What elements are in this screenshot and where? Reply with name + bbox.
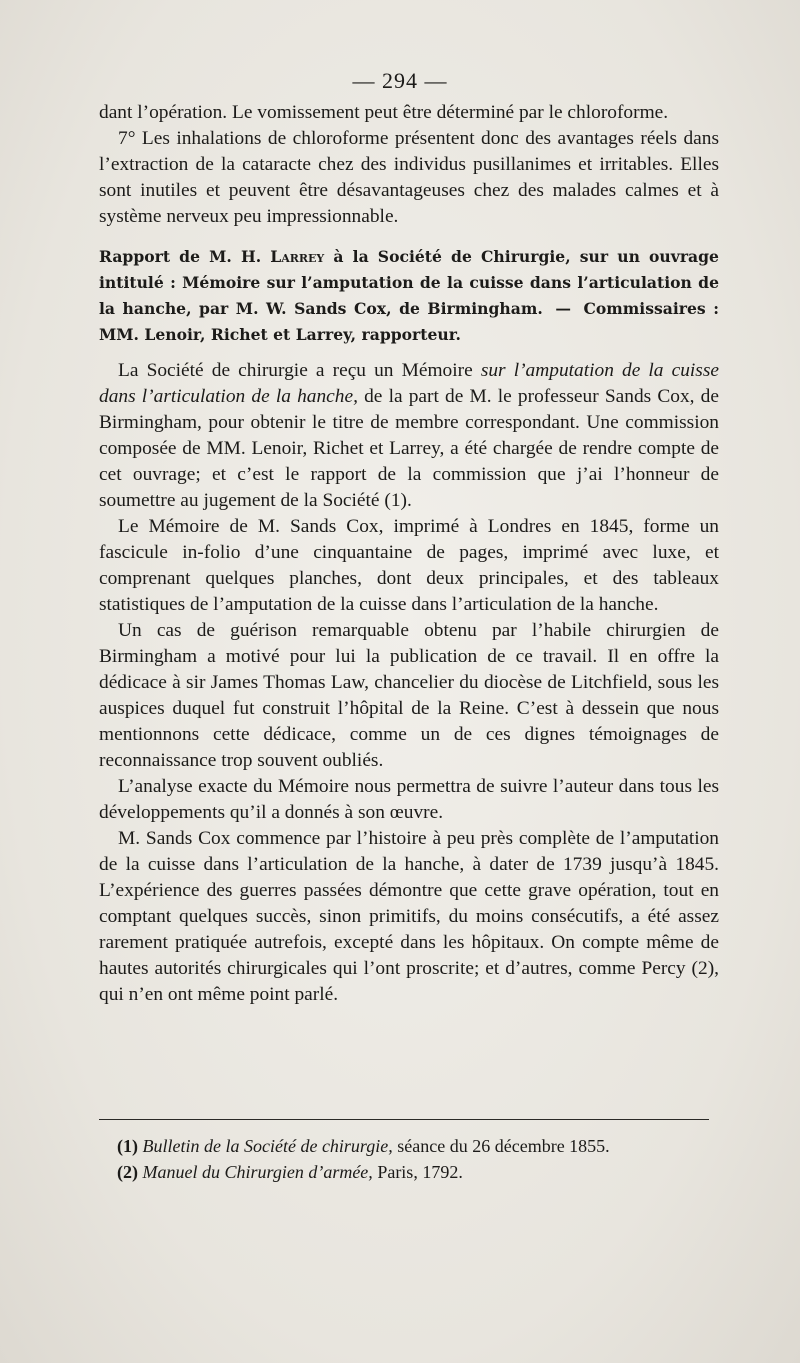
footnote-source: Manuel du Chirurgien d’armée, [142,1162,373,1182]
page-number: — 294 — [352,68,448,93]
paragraph-dedication: Un cas de guérison remarquable obtenu par l’habile chirurgien de Birmingham a motivé pour lui la publication de ce travail. Il en offre la dédicace à sir James Thomas Law, chancelier du diocèse de Litchfield, sous les auspices duquel fut construit l’hôpital de la Reine. C’est à dessein que nous mentionnons cette dédicace, comme un de ces dignes témoignages de reconnaissance trop souvent oubliés. [99,620,719,771]
paragraph-history: M. Sands Cox commence par l’histoire à peu près complète de l’amputation de la cuisse dans l’articulation de la hanche, à dater de 1739 jusqu’à 1845. L’expérience des guerres passées démontre que cette grave opération, tout en comptant quelques succès, sinon primitifs, du moins consécutifs, a été assez rarement pratiquée autrefois, excepté dans les hôpitaux. On compte même de hautes autorités chirurgicales qui l’ont proscrite; et d’autres, comme Percy (2), qui n’en ont même point parlé. [99,828,719,1005]
footnote-detail: séance du 26 décembre 1855. [392,1136,610,1156]
body-text [99,100,719,1008]
paragraph-conclusion-7: 7° Les inhalations de chloroforme présentent donc des avantages réels dans l’extraction de la cataracte chez des individus pusillanimes et irritables. Elles sont inutiles et peuvent être désavantageuses chez des malades calmes et à système nerveux peu impressionnable. [99,128,719,227]
footnote-source: Bulletin de la Société de chirurgie, [142,1136,393,1156]
footnote-number: (1) [117,1136,138,1156]
footnote-2 [117,1159,727,1185]
paragraph-continuation: dant l’opération. Le vomissement peut être déterminé par le chloroforme. [99,102,669,123]
paragraph-intro-b: de la part de M. le professeur Sands Cox, de Birmingham, pour obtenir le titre de membre correspondant. Une commission composée de MM. Lenoir, Richet et Larrey, a été chargée de rendre compte de cet ouvrage; et c’est le rapport de la commission que j’ai l’honneur de soumettre au jugement de la Société (1). [99,386,719,511]
report-title [99,244,719,348]
report-title-author: Larrey [270,247,325,266]
footnote-detail: Paris, 1792. [372,1162,463,1182]
footnote-divider [99,1119,709,1120]
footnotes [117,1133,727,1185]
report-title-part1: Rapport de M. H. [99,247,271,266]
memoir-title: sur l’amputation de la cuisse dans l’articulation de la hanche, [99,360,720,407]
paragraph-memoir: Le Mémoire de M. Sands Cox, imprimé à Londres en 1845, forme un fascicule in-folio d’une cinquantaine de pages, imprimé avec luxe, et comprenant quelques planches, dont deux principales, et des tableaux statistiques de l’amputation de la cuisse dans l’articulation de la hanche. [99,516,719,615]
paragraph-intro-a: La Société de chirurgie a reçu un Mémoire [118,360,481,381]
paragraph-analysis: L’analyse exacte du Mémoire nous permettra de suivre l’auteur dans tous les développements qu’il a donnés à son œuvre. [99,776,719,823]
report-title-commissioners: Commissaires : MM. Lenoir, Richet et Larrey, rapporteur. [99,299,719,344]
paragraph-intro [99,358,719,514]
report-title-part2: à la Société de Chirurgie, sur un ouvrage intitulé : Mémoire sur l’amputation de la cuisse dans l’articulation de la hanche, par M. W. Sands Cox, de Birmingham. [99,247,719,318]
footnote-number: (2) [117,1162,138,1182]
footnote-1 [117,1133,727,1159]
report-title-separator: — [555,299,571,318]
